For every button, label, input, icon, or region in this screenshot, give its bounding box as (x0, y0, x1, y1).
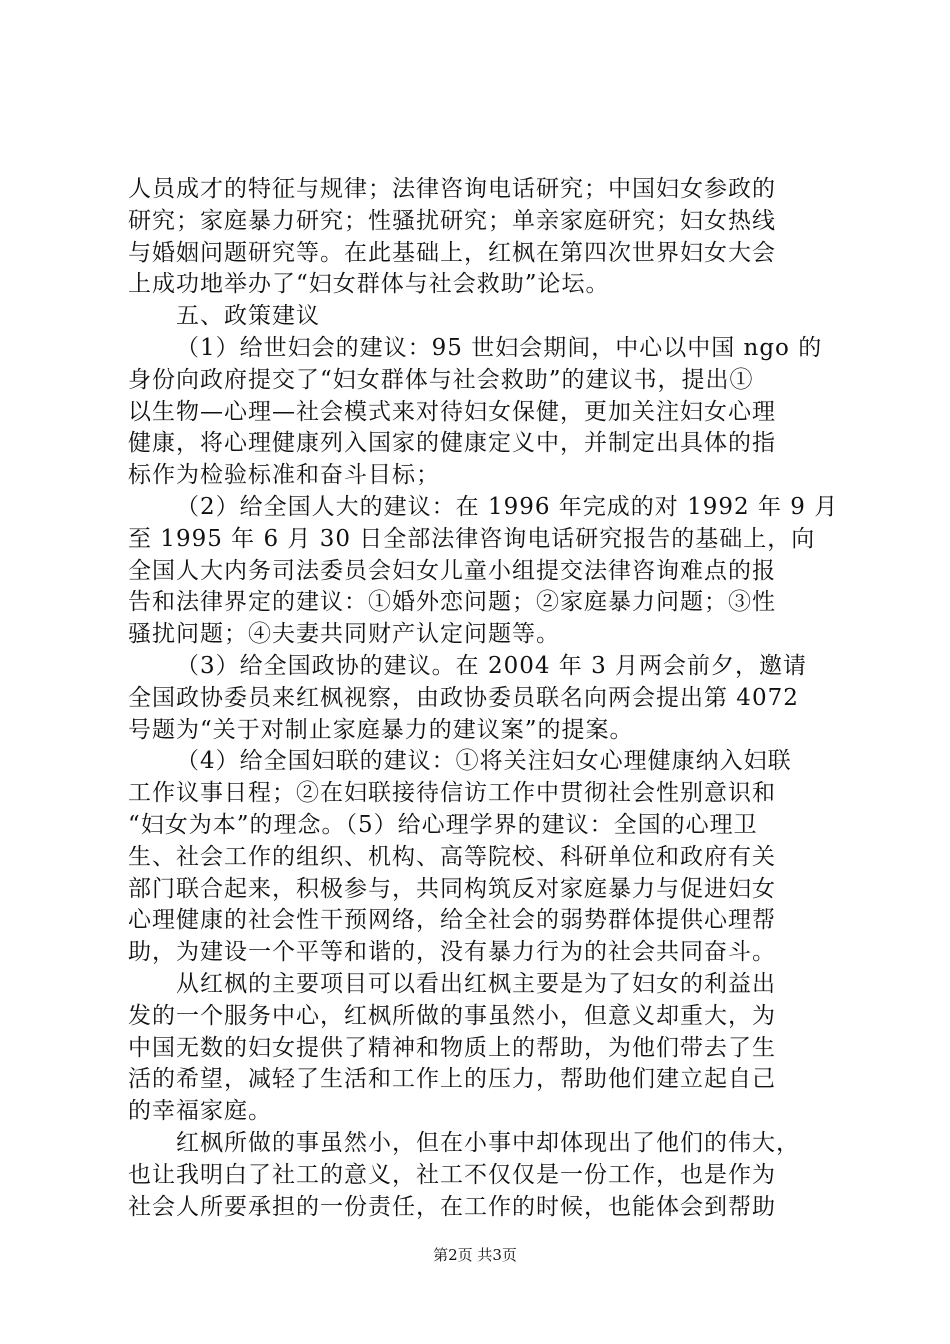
paragraph-suggestion-4 (128, 746, 828, 969)
text-line: 人员成才的特征与规律；法律咨询电话研究；中国妇女参政的 (128, 176, 776, 202)
text-line: 全国政协委员来红枫视察，由政协委员联名向两会提出第 4072 (128, 684, 799, 711)
text-line: 标作为检验标准和奋斗目标； (128, 462, 440, 489)
text-line: （4）给全国妇联的建议：①将关注妇女心理健康纳入妇联 (176, 748, 792, 775)
text-line: 骚扰问题；④夫妻共同财产认定问题等。 (128, 621, 560, 648)
paragraph-suggestion-2 (128, 492, 839, 651)
text-line: 至 1995 年 6 月 30 日全部法律咨询电话研究报告的基础上，向 (128, 525, 816, 552)
text-line: 全国人大内务司法委员会妇女儿童小组提交法律咨询难点的报 (128, 557, 776, 584)
text-line: （3）给全国政协的建议。在 2004 年 3 月两会前夕，邀请 (176, 652, 808, 679)
text-line: 心理健康的社会性干预网络，给全社会的弱势群体提供心理帮 (128, 907, 776, 934)
text-line: “妇女为本”的理念。（5）给心理学界的建议：全国的心理卫 (128, 811, 758, 838)
text-line: 部门联合起来，积极参与，共同构筑反对家庭暴力与促进妇女 (128, 875, 776, 902)
text-line: 研究；家庭暴力研究；性骚扰研究；单亲家庭研究；妇女热线 (128, 207, 776, 234)
text-line: 也让我明白了社工的意义，社工不仅仅是一份工作，也是作为 (128, 1161, 776, 1188)
document-body (128, 174, 839, 1223)
paragraph-suggestion-3 (128, 651, 828, 746)
page-indicator: 第2页 共3页 (433, 1246, 517, 1264)
paragraph-intro (128, 174, 828, 301)
text-line: 社会人所要承担的一份责任，在工作的时候，也能体会到帮助 (128, 1193, 776, 1220)
section-heading: 五、政策建议 (176, 303, 320, 330)
paragraph-suggestion-1 (128, 333, 828, 492)
text-line: 工作议事日程；②在妇联接待信访工作中贯彻社会性别意识和 (128, 780, 776, 807)
text-line: 助，为建设一个平等和谐的，没有暴力行为的社会共同奋斗。 (128, 939, 776, 966)
text-line: 从红枫的主要项目可以看出红枫主要是为了妇女的利益出 (176, 970, 776, 997)
text-line: 上成功地举办了“妇女群体与社会救助”论坛。 (128, 271, 610, 298)
text-line: 与婚姻问题研究等。在此基础上，红枫在第四次世界妇女大会 (128, 239, 776, 266)
text-line: 中国无数的妇女提供了精神和物质上的帮助，为他们带去了生 (128, 1034, 776, 1061)
page-footer (0, 1244, 950, 1265)
paragraph-reflection (128, 1128, 828, 1223)
text-line: （2）给全国人大的建议：在 1996 年完成的对 1992 年 9 月 (176, 493, 839, 520)
text-line: 的幸福家庭。 (128, 1098, 272, 1125)
text-line: 发的一个服务中心，红枫所做的事虽然小，但意义却重大，为 (128, 1002, 776, 1029)
text-line: 红枫所做的事虽然小，但在小事中却体现出了他们的伟大， (176, 1129, 800, 1156)
text-line: 身份向政府提交了“妇女群体与社会救助”的建议书，提出① (128, 366, 754, 393)
text-line: 生、社会工作的组织、机构、高等院校、科研单位和政府有关 (128, 843, 776, 870)
text-line: 以生物—心理—社会模式来对待妇女保健，更加关注妇女心理 (128, 398, 776, 425)
paragraph-summary (128, 969, 828, 1128)
text-line: 活的希望，减轻了生活和工作上的压力，帮助他们建立起自己 (128, 1066, 776, 1093)
text-line: 告和法律界定的建议：①婚外恋问题；②家庭暴力问题；③性 (128, 589, 776, 616)
text-line: 号题为“关于对制止家庭暴力的建议案”的提案。 (128, 716, 634, 743)
text-line: 健康，将心理健康列入国家的健康定义中，并制定出具体的指 (128, 430, 776, 457)
text-line: （1）给世妇会的建议：95 世妇会期间，中心以中国 ngo 的 (176, 334, 823, 361)
